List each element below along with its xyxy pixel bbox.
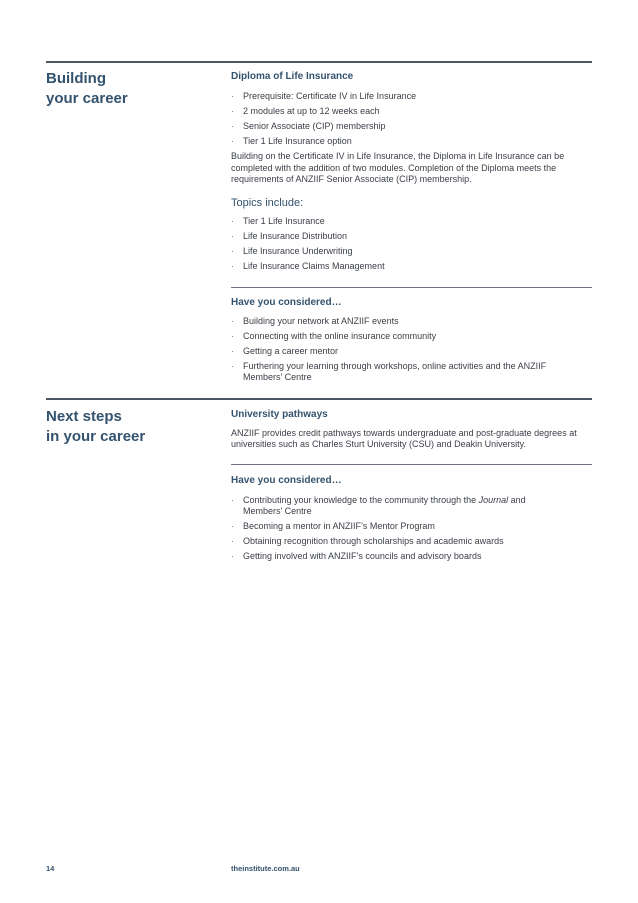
section-divider-middle	[46, 398, 592, 400]
section-title-line2: in your career	[46, 428, 146, 445]
list-item: · Getting a career mentor	[231, 346, 551, 357]
list-item: · Life Insurance Underwriting	[231, 246, 593, 257]
pathways-paragraph: ANZIIF provides credit pathways towards undergraduate and post-graduate degrees at universities such as Charles Sturt University (CSU) and Deakin University.	[231, 428, 577, 450]
topics-heading: Topics include:	[231, 196, 304, 209]
subsection-divider	[231, 464, 592, 465]
list-item: · Senior Associate (CIP) membership	[231, 121, 593, 132]
list-item: · Tier 1 Life Insurance	[231, 216, 593, 227]
list-item: · Life Insurance Distribution	[231, 231, 593, 242]
list-item: · Becoming a mentor in ANZIIF’s Mentor Program	[231, 521, 556, 532]
list-item: · Prerequisite: Certificate IV in Life Insurance	[231, 91, 593, 102]
website-link[interactable]: theinstitute.com.au	[231, 864, 300, 873]
pathways-block	[231, 408, 593, 451]
diploma-points	[231, 91, 593, 147]
diploma-block	[231, 70, 593, 276]
list-item: · Furthering your learning through workshops, online activities and the ANZIIF Members’ Centre	[231, 361, 551, 383]
section-title-line1: Building	[46, 70, 106, 87]
considered-block-building	[231, 296, 593, 388]
page-number: 14	[46, 864, 55, 873]
section-title-line2: your career	[46, 90, 128, 107]
list-item: · Building your network at ANZIIF events	[231, 316, 551, 327]
section-title-line1: Next steps	[46, 408, 122, 425]
considered-heading: Have you considered…	[231, 297, 342, 308]
section-title-next-steps	[46, 407, 145, 447]
section-divider-top	[46, 61, 592, 63]
list-item: · Connecting with the online insurance community	[231, 331, 551, 342]
list-item-text: and Members’ Centre	[243, 495, 526, 517]
section-title-building	[46, 69, 128, 109]
subsection-divider	[231, 287, 592, 288]
considered-heading: Have you considered…	[231, 475, 342, 486]
considered-list	[231, 316, 551, 384]
list-item	[231, 495, 556, 517]
pathways-heading: University pathways	[231, 409, 328, 420]
considered-block-next-steps	[231, 474, 593, 567]
list-item: · Getting involved with ANZIIF’s councils and advisory boards	[231, 551, 556, 562]
list-item: · Life Insurance Claims Management	[231, 261, 593, 272]
topics-list	[231, 216, 593, 272]
list-item: · Tier 1 Life Insurance option	[231, 136, 593, 147]
list-item: · Obtaining recognition through scholarships and academic awards	[231, 536, 556, 547]
list-item: · 2 modules at up to 12 weeks each	[231, 106, 593, 117]
diploma-heading: Diploma of Life Insurance	[231, 71, 354, 82]
diploma-paragraph: Building on the Certificate IV in Life Insurance, the Diploma in Life Insurance can be completed with the addition of two modules. Completion of the Diploma meets the requirements of ANZIIF Senior Associate (CIP) membership.	[231, 151, 565, 185]
considered-list	[231, 495, 556, 563]
list-item-text: Contributing your knowledge to the community through the	[243, 495, 479, 505]
journal-title: Journal	[478, 495, 509, 505]
